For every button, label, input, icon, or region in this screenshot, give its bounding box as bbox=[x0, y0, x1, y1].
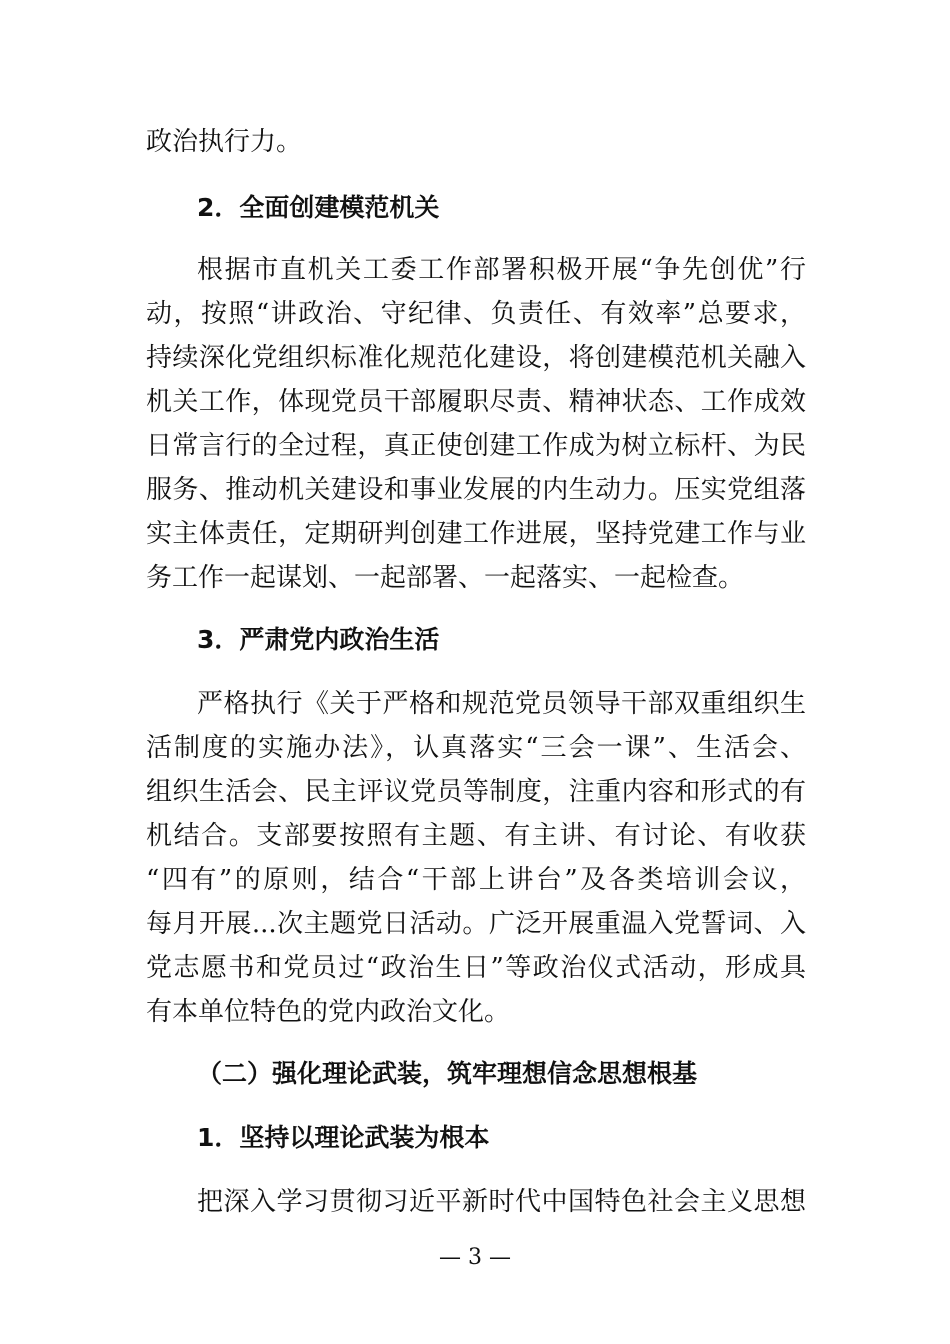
section-heading: 1．坚持以理论武装为根本 bbox=[197, 1123, 490, 1152]
chapter-heading: （二）强化理论武装，筑牢理想信念思想根基 bbox=[197, 1059, 698, 1088]
paragraph-line: 持续深化党组织标准化规范化建设，将创建模范机关融入 bbox=[146, 343, 806, 373]
paragraph-line: 实主体责任，定期研判创建工作进展，坚持党建工作与业 bbox=[146, 519, 806, 549]
paragraph-line: 活制度的实施办法》，认真落实“三会一课”、生活会、 bbox=[146, 733, 806, 763]
paragraph-line: 服务、推动机关建设和事业发展的内生动力。压实党组落 bbox=[146, 475, 806, 505]
page-number: — 3 — bbox=[439, 1245, 511, 1270]
paragraph-line: 有本单位特色的党内政治文化。 bbox=[146, 997, 511, 1027]
paragraph-line: 根据市直机关工委工作部署积极开展“争先创优”行 bbox=[197, 255, 806, 285]
paragraph-line: 务工作一起谋划、一起部署、一起落实、一起检查。 bbox=[146, 563, 745, 593]
paragraph-line: 政治执行力。 bbox=[146, 127, 303, 157]
paragraph-line: 严格执行《关于严格和规范党员领导干部双重组织生 bbox=[197, 689, 806, 719]
section-heading: 2．全面创建模范机关 bbox=[197, 193, 440, 222]
paragraph-line: 把深入学习贯彻习近平新时代中国特色社会主义思想 bbox=[197, 1187, 806, 1217]
section-heading: 3．严肃党内政治生活 bbox=[197, 625, 440, 654]
paragraph-line: “四有”的原则，结合“干部上讲台”及各类培训会议， bbox=[146, 865, 806, 895]
paragraph-line: 机关工作，体现党员干部履职尽责、精神状态、工作成效 bbox=[146, 387, 806, 417]
paragraph-line: 机结合。支部要按照有主题、有主讲、有讨论、有收获 bbox=[146, 821, 806, 851]
paragraph-line: 党志愿书和党员过“政治生日”等政治仪式活动，形成具 bbox=[146, 953, 806, 983]
paragraph-line: 组织生活会、民主评议党员等制度，注重内容和形式的有 bbox=[146, 777, 806, 807]
paragraph-line: 动，按照“讲政治、守纪律、负责任、有效率”总要求， bbox=[146, 299, 806, 329]
paragraph-line: 每月开展...次主题党日活动。广泛开展重温入党誓词、入 bbox=[146, 909, 806, 939]
paragraph-line: 日常言行的全过程，真正使创建工作成为树立标杆、为民 bbox=[146, 431, 806, 461]
